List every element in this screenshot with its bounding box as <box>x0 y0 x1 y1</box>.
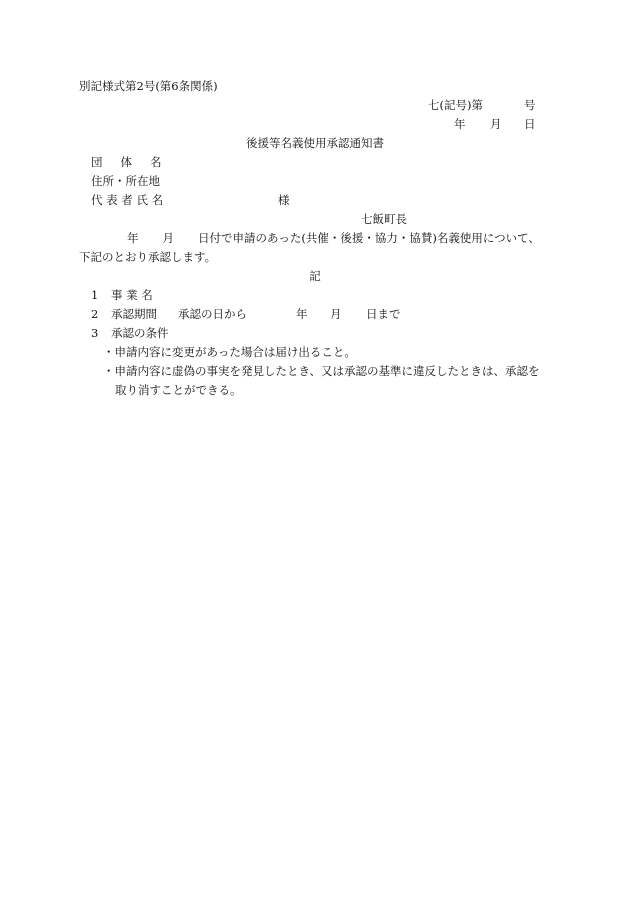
body-text-line-2: 下記のとおり承認します。 <box>79 250 217 264</box>
item-approval-period <box>91 309 157 321</box>
period-until-text: 日まで <box>366 307 401 321</box>
honorific-sama: 様 <box>278 193 290 207</box>
date-year-label: 年 <box>454 117 466 131</box>
item-label: 承認の条件 <box>111 326 169 340</box>
item-label: 承認期間 <box>111 307 157 321</box>
body-year: 年 <box>127 231 139 245</box>
body-sentence: 日付で申請のあった(共催・後援・協力・協賛)名義使用について、 <box>198 231 540 245</box>
item-number: 3 <box>91 326 99 340</box>
sender-town-mayor: 七飯町長 <box>361 212 407 226</box>
item-number: 2 <box>91 307 99 321</box>
organization-name-char: 名 <box>150 155 162 169</box>
body-month: 月 <box>162 231 174 245</box>
reference-number-prefix: 七(記号)第 <box>428 98 483 112</box>
document-title: 後援等名義使用承認通知書 <box>246 136 384 150</box>
body-text-line-1 <box>127 233 540 245</box>
period-from-text: 承認の日から <box>178 307 247 321</box>
organization-name-char: 団 <box>91 155 103 169</box>
condition-2-line-1: ・申請内容に虚偽の事実を発見したとき、又は承認の基準に違反したときは、承認を <box>103 364 540 378</box>
form-number-label: 別記様式第2号(第6条関係) <box>79 79 218 93</box>
organization-name-label <box>91 157 162 169</box>
item-number: 1 <box>91 288 99 302</box>
item-approval-conditions <box>91 328 169 340</box>
representative-name-label: 代 表 者 氏 名 <box>91 193 164 207</box>
item-project-name <box>91 290 153 302</box>
period-year-label: 年 <box>296 307 308 321</box>
condition-2-line-2: 取り消すことができる。 <box>115 383 242 397</box>
address-label: 住所・所在地 <box>91 174 160 188</box>
condition-1: ・申請内容に変更があった場合は届け出ること。 <box>103 345 356 359</box>
ki-heading: 記 <box>309 269 321 283</box>
date-month-label: 月 <box>490 117 502 131</box>
date-day-label: 日 <box>524 117 536 131</box>
period-month-label: 月 <box>330 307 342 321</box>
organization-name-char: 体 <box>120 155 132 169</box>
reference-number-suffix: 号 <box>524 98 536 112</box>
item-label: 事 業 名 <box>111 288 153 302</box>
